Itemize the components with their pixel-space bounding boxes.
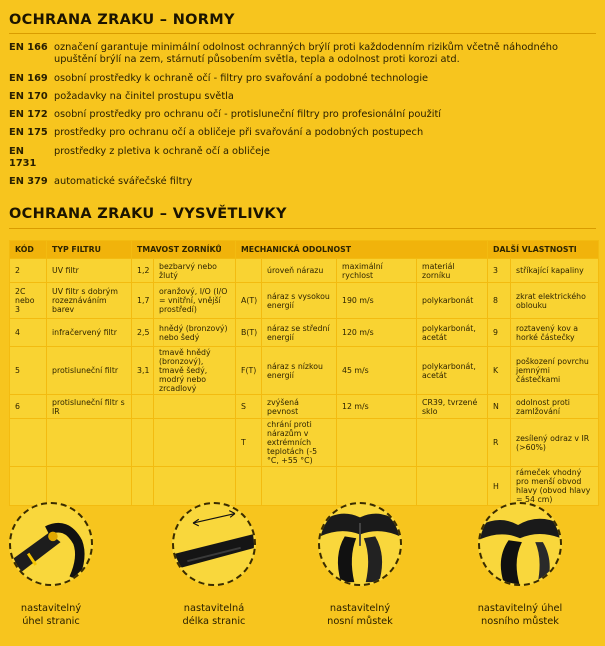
- norm-item: [9, 91, 599, 103]
- cell-other-desc: stříkající kapaliny: [511, 259, 599, 283]
- cell-mech-speed: 12 m/s: [337, 395, 417, 419]
- cell-mech-material: materiál zorníku: [417, 259, 488, 283]
- cell-mech-code: B(T): [236, 319, 262, 347]
- cell-mech-speed: 190 m/s: [337, 283, 417, 319]
- cell-mech-desc: náraz s nízkou energií: [262, 347, 337, 395]
- cell-code: 4: [10, 319, 47, 347]
- cell-shade-desc: [154, 419, 236, 467]
- cell-shade-desc: oranžový, I/O (I/O = vnitřní, vnější prostředí): [154, 283, 236, 319]
- norm-code: EN 166: [9, 42, 48, 53]
- norm-item: [9, 127, 599, 139]
- norms-title: OCHRANA ZRAKU – NORMY: [9, 12, 235, 28]
- cell-filter: protisluneční filtr: [47, 347, 132, 395]
- cell-mech-speed: maximální rychlost: [337, 259, 417, 283]
- header-code: KÓD: [10, 241, 47, 259]
- cell-mech-material: polykarbonát, acetát: [417, 347, 488, 395]
- cell-mech-desc: úroveň nárazu: [262, 259, 337, 283]
- legend-table: [9, 240, 599, 506]
- cell-other-code: K: [488, 347, 511, 395]
- norm-item: [9, 176, 599, 188]
- cell-shade-number: [132, 419, 154, 467]
- adjustments-panel: [0, 480, 605, 646]
- table-row: [10, 259, 599, 283]
- cell-shade-number: [132, 395, 154, 419]
- norm-code: EN 170: [9, 90, 48, 102]
- norm-text: automatické svářečské filtry: [54, 176, 193, 188]
- nose-bridge-icon: [318, 502, 402, 586]
- table-row: [10, 395, 599, 419]
- cell-shade-desc: bezbarvý nebo žlutý: [154, 259, 236, 283]
- cell-other-desc: odolnost proti zamlžování: [511, 395, 599, 419]
- table-row: [10, 283, 599, 319]
- cell-other-code: 9: [488, 319, 511, 347]
- norm-text: požadavky na činitel prostupu světla: [54, 90, 234, 102]
- header-filter: TYP FILTRU: [47, 241, 132, 259]
- cell-shade-number: 1,2: [132, 259, 154, 283]
- cell-code: [10, 419, 47, 467]
- table-row: [10, 347, 599, 395]
- temple-angle-icon: [9, 502, 93, 586]
- cell-mech-code: S: [236, 395, 262, 419]
- cell-shade-desc: hnědý (bronzový) nebo šedý: [154, 319, 236, 347]
- cell-other-desc: roztavený kov a horké částečky: [511, 319, 599, 347]
- cell-code: 6: [10, 395, 47, 419]
- cell-mech-speed: [337, 419, 417, 467]
- cell-mech-material: [417, 419, 488, 467]
- cell-other-desc: zkrat elektrického oblouku: [511, 283, 599, 319]
- header-shade: TMAVOST ZORNÍKŮ: [132, 241, 236, 259]
- cell-other-code: H: [488, 467, 511, 506]
- feature-caption: nastavitelný úhel stranic: [20, 603, 82, 627]
- temple-length-icon: [172, 502, 256, 586]
- header-mech: MECHANICKÁ ODOLNOST: [236, 241, 488, 259]
- norm-text: osobní prostředky k ochraně očí - filtry pro svařování a podobné technologie: [54, 72, 429, 84]
- feature-caption: nastavitelný nosní můstek: [327, 603, 393, 627]
- norm-text: prostředky z pletiva k ochraně očí a obličeje: [54, 145, 270, 157]
- norm-item: [9, 73, 599, 85]
- table-header-row: [10, 241, 599, 259]
- cell-other-code: N: [488, 395, 511, 419]
- nose-bridge-angle-icon: [478, 502, 562, 586]
- cell-other-desc: poškození povrchu jemnými částečkami: [511, 347, 599, 395]
- norm-item: [9, 146, 599, 171]
- cell-code: 5: [10, 347, 47, 395]
- legend-divider: [9, 228, 596, 229]
- norm-text: prostředky pro ochranu očí a obličeje při svařování a podobných postupech: [54, 127, 424, 139]
- cell-shade-number: 2,5: [132, 319, 154, 347]
- cell-other-code: R: [488, 419, 511, 467]
- cell-mech-desc: chrání proti nárazům v extrémních teplotách (-5 °C, +55 °C): [262, 419, 337, 467]
- header-other: DALŠÍ VLASTNOSTI: [488, 241, 599, 259]
- cell-mech-speed: 45 m/s: [337, 347, 417, 395]
- cell-filter: protisluneční filtr s IR: [47, 395, 132, 419]
- norm-code: EN 169: [9, 72, 48, 84]
- cell-other-code: 8: [488, 283, 511, 319]
- cell-mech-desc: zvýšená pevnost: [262, 395, 337, 419]
- cell-mech-material: CR39, tvrzené sklo: [417, 395, 488, 419]
- cell-mech-desc: náraz s vysokou energií: [262, 283, 337, 319]
- cell-mech-code: F(T): [236, 347, 262, 395]
- cell-other-code: 3: [488, 259, 511, 283]
- cell-shade-number: 3,1: [132, 347, 154, 395]
- cell-other-desc: zesílený odraz v IR (>60%): [511, 419, 599, 467]
- feature-caption: nastavitelná délka stranic: [182, 603, 246, 627]
- cell-mech-code: T: [236, 419, 262, 467]
- cell-shade-desc: [154, 395, 236, 419]
- table-row: [10, 319, 599, 347]
- norms-divider: [9, 33, 596, 34]
- cell-mech-speed: 120 m/s: [337, 319, 417, 347]
- cell-mech-code: A(T): [236, 283, 262, 319]
- norm-text: osobní prostředky pro ochranu očí - protisluneční filtry pro profesionální použití: [54, 109, 442, 121]
- cell-code: 2C nebo 3: [10, 283, 47, 319]
- cell-filter: UV filtr s dobrým rozeznáváním barev: [47, 283, 132, 319]
- norm-code: EN 1731: [9, 145, 37, 170]
- cell-mech-desc: náraz se střední energií: [262, 319, 337, 347]
- feature-caption: nastavitelný úhel nosního můstek: [477, 603, 563, 627]
- norm-item: [9, 109, 599, 121]
- cell-mech-material: polykarbonát, acetát: [417, 319, 488, 347]
- norm-item: [9, 42, 599, 67]
- norm-code: EN 172: [9, 109, 48, 121]
- cell-filter: [47, 419, 132, 467]
- cell-mech-code: [236, 259, 262, 283]
- cell-other-desc: rámeček vhodný pro menší obvod hlavy (obvod hlavy = 54 cm): [511, 467, 599, 506]
- cell-shade-desc: tmavě hnědý (bronzový), tmavě šedý, modrý nebo zrcadlový: [154, 347, 236, 395]
- cell-filter: UV filtr: [47, 259, 132, 283]
- norm-text: označení garantuje minimální odolnost ochranných brýlí proti každodenním rizikům včetně náhodného upuštění brýlí na zem, stárnutí působením světla, tepla a odolnost proti korozi atd.: [54, 42, 558, 66]
- legend-title: OCHRANA ZRAKU – VYSVĚTLIVKY: [9, 206, 287, 222]
- norm-code: EN 379: [9, 176, 48, 188]
- norms-list: [9, 42, 599, 195]
- table-row: [10, 419, 599, 467]
- cell-shade-number: 1,7: [132, 283, 154, 319]
- cell-code: 2: [10, 259, 47, 283]
- cell-mech-material: polykarbonát: [417, 283, 488, 319]
- cell-filter: infračervený filtr: [47, 319, 132, 347]
- norm-code: EN 175: [9, 127, 48, 139]
